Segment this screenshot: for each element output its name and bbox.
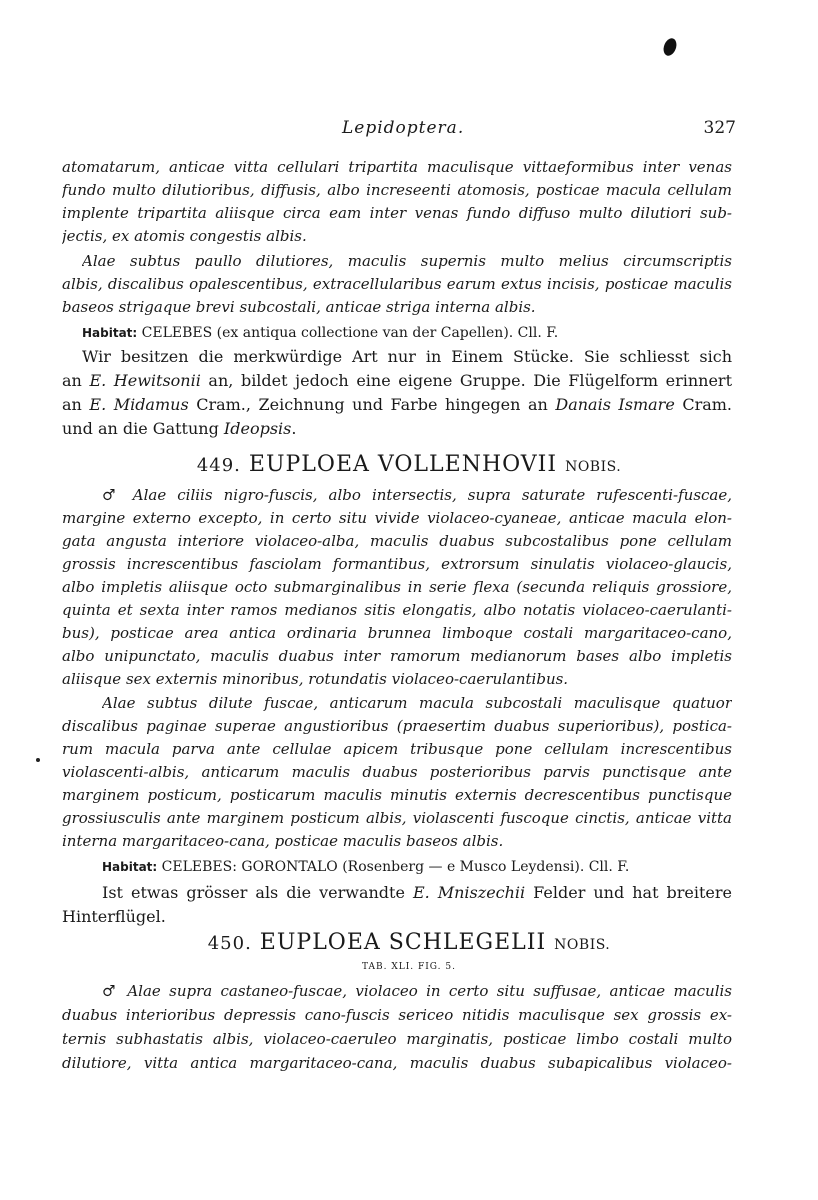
text-line: Hinterflügel. [62,907,166,926]
species-number: 450. [207,933,252,954]
habitat-label: Habitat: [82,326,138,340]
text-run: an, bildet jedoch eine eigene Gruppe. Die Flügelform erinnert [200,371,732,390]
text-line: albo impletis aliisque octo submarginalibus in serie flexa (secunda reliquis grossiore, [62,578,732,596]
text-line: albis, discalibus opalescentibus, extracellularibus earum extus incisis, posticae maculis [62,275,732,293]
text-line: marginem posticum, posticarum maculis minutis externis decrescentibus punctisque [62,786,732,804]
species-name: Danais Ismare [555,395,675,414]
text-line: discalibus paginae superae angustioribus (praesertim duabus superioribus), postica- [62,717,732,735]
text-line: implente tripartita aliisque circa eam inter venas fundo diffuso multo dilutiori sub- [62,204,732,222]
text-line: interna margaritaceo-cana, posticae maculis baseos albis. [62,832,504,850]
text-run: Felder und hat breitere [525,883,732,902]
running-head [60,118,736,142]
text-line: margine externo excepto, in certo situ vivide violaceo-cyaneae, anticae macula elon- [62,509,732,527]
species-heading-449 [0,452,818,482]
text-line: violascenti-albis, anticarum maculis duabus posterioribus parvis punctisque ante [62,763,732,781]
text-line: gata angusta interiore violaceo-alba, maculis duabus subcostalibus pone cellulam [62,532,732,550]
page-number: 327 [703,118,736,138]
text-line: duabus interioribus depressis cano-fuscis sericeo nitidis maculisque sex grossis ex- [62,1006,732,1024]
text-line: ♂ Alae ciliis nigro-fuscis, albo intersectis, supra saturate rufescenti-fuscae, [102,486,732,504]
text-line: albo unipunctato, maculis duabus inter ramorum medianorum bases albo impletis [62,647,732,665]
species-name: E. Hewitsonii [89,371,201,390]
text-line: baseos strigaque brevi subcostali, anticae striga interna albis. [62,298,536,316]
text-run: Cram. [674,395,732,414]
text-run: Cram., Zeichnung und Farbe hingegen an [188,395,556,414]
text-line [62,370,732,393]
habitat-text: CELEBES (ex antiqua collectione van der Capellen). Cll. F. [141,325,559,341]
ink-speck [36,758,40,762]
species-number: 449. [196,455,241,476]
habitat-label: Habitat: [102,860,158,874]
text-run: Ist etwas grösser als die verwandte [102,883,413,902]
authority: NOBIS. [554,937,611,953]
species-title: EUPLOEA VOLLENHOVII [248,452,558,477]
text-line [62,394,732,417]
genus-name: Ideopsis [223,419,292,438]
text-line: grossiusculis ante marginem posticum albis, violascenti fuscoque cinctis, anticae vitta [62,809,732,827]
text-line: Wir besitzen die merkwürdige Art nur in Einem Stücke. Sie schliesst sich [82,347,732,366]
text-line: quinta et sexta inter ramos medianos sitis elongatis, albo notatis violaceo-caerulanti- [62,601,732,619]
running-head-title: Lepidoptera. [342,118,465,138]
plate-reference: TAB. XLI. FIG. 5. [362,962,456,972]
habitat-line [82,322,732,345]
text-line: grossis increscentibus fasciolam formantibus, extrorsum sinulatis violaceo-glaucis, [62,555,732,573]
text-line: Alae subtus dilute fuscae, anticarum macula subcostali maculisque quatuor [102,694,732,712]
text-line: bus), posticae area antica ordinaria brunnea limboque costali margaritaceo-cano, [62,624,732,642]
text-line: jectis, ex atomis congestis albis. [62,227,307,245]
text-line: ♂ Alae supra castaneo-fuscae, violaceo in certo situ suffusae, anticae maculis [102,982,732,1000]
text-run: an [62,371,90,390]
text-line: fundo multo dilutioribus, diffusis, albo increseenti atomosis, posticae macula cellulam [62,181,732,199]
species-name: E. Mniszechii [412,883,526,902]
text-run: . [291,419,297,438]
text-line [102,882,732,905]
text-line: aliisque sex externis minoribus, rotundatis violaceo-caerulantibus. [62,670,569,688]
species-heading-450 [0,930,818,960]
species-title: EUPLOEA SCHLEGELII [259,930,547,955]
species-name: E. Midamus [89,395,189,414]
text-line: ternis subhastatis albis, violaceo-caeruleo marginatis, posticae limbo costali multo [62,1030,732,1048]
text-run: an [62,395,90,414]
habitat-text: CELEBES: GORONTALO (Rosenberg — e Musco Leydensi). Cll. F. [161,859,630,875]
text-line: Alae subtus paullo dilutiores, maculis supernis multo melius circumscriptis [82,252,732,270]
text-line: dilutiore, vitta antica margaritaceo-cana, maculis duabus subapicalibus violaceo- [62,1054,732,1072]
text-run: und an die Gattung [62,419,224,438]
authority: NOBIS. [565,459,622,475]
habitat-line [102,856,732,879]
text-line: rum macula parva ante cellulae apicem tribusque pone cellulam increscentibus [62,740,732,758]
text-line: atomatarum, anticae vitta cellulari tripartita maculisque vittaeformibus inter venas [62,158,732,176]
text-line [62,418,732,441]
ink-blot [661,36,678,57]
